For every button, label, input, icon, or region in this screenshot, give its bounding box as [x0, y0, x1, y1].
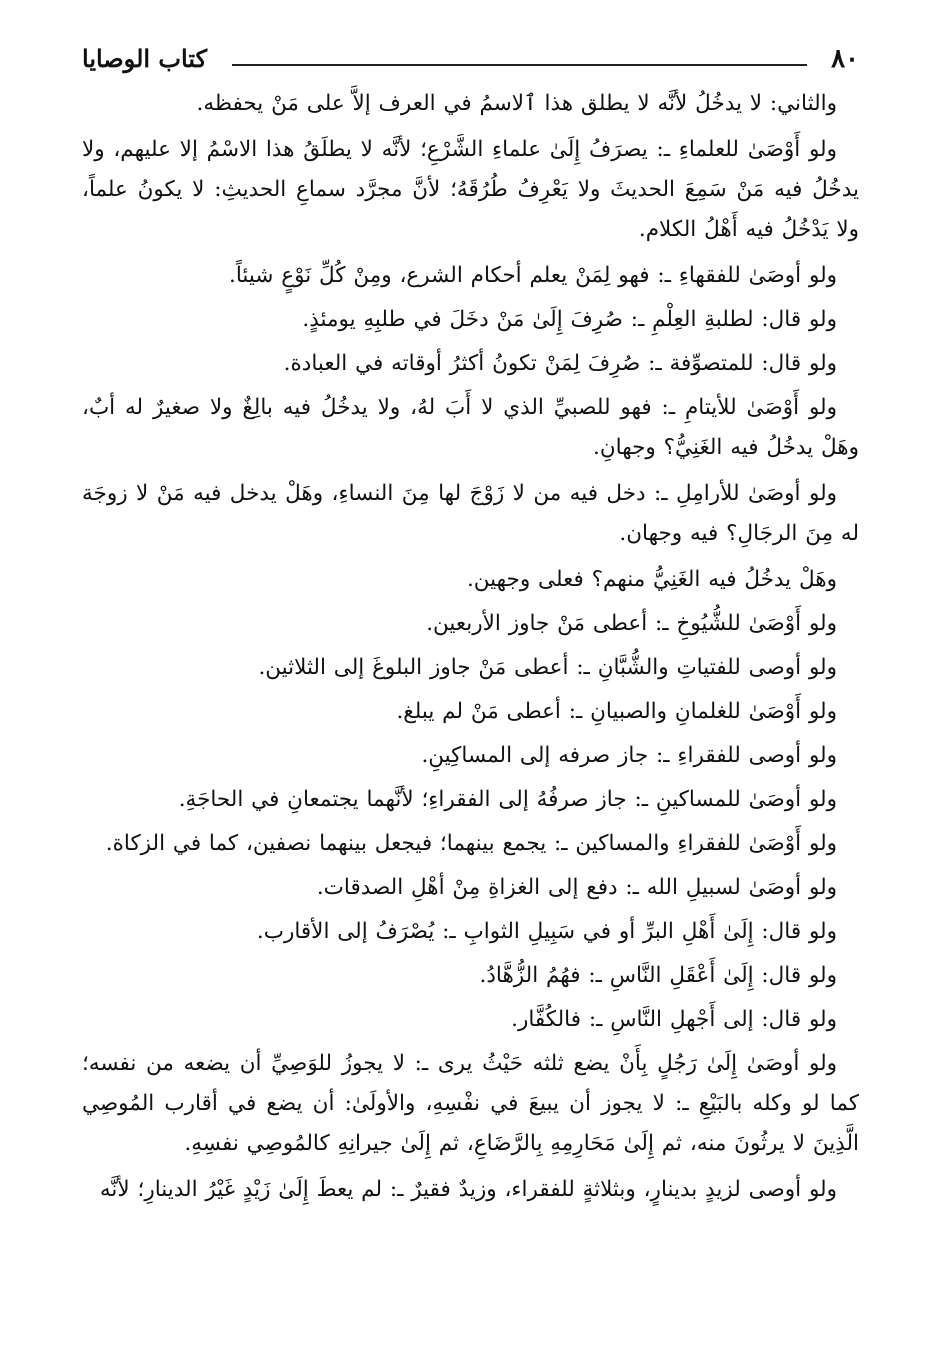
paragraph: ولو أَوْصَىٰ للأيتامِ ـ: فهو للصبيِّ الذي لا أَبَ لهُ، ولا يدخُلُ فيه بالِغٌ ولا صغيرٌ له أبٌ، وهَلْ يدخُلُ فيه الغَنِيُّ؟ وجهانِ. — [82, 395, 859, 460]
paragraph: والثاني: لا يدخُلُ لأنَّه لا يطلق هذا ٱلاسمُ في العرف إلاَّ على مَنْ يحفظه. — [196, 91, 837, 116]
header-rule — [232, 64, 807, 66]
paragraph: ولو أَوْصَىٰ للفقراءِ والمساكين ـ: يجمع بينهما؛ فيجعل بينهما نصفين، كما في الزكاة. — [105, 831, 837, 856]
paragraph: ولو قال: إِلَىٰ أَعْقَلِ النَّاسِ ـ: فهُمُ الزُّهَّادُ. — [479, 963, 837, 988]
book-title: كتاب الوصايا — [82, 44, 207, 73]
paragraph: ولو قال: للمتصوِّفة ـ: صُرِفَ لِمَنْ تكونُ أكثرُ أوقاته في العبادة. — [283, 351, 837, 376]
paragraph: ولو أَوْصَىٰ للعلماءِ ـ: يصرَفُ إِلَىٰ علماءِ الشَّرْعِ؛ لأنَّه لا يطلَقُ هذا الاسْمُ إلا عليهم، ولا يدخُلُ فيه مَنْ سَمِعَ الحديثَ ولا يَعْرِفُ طُرُقَهُ؛ لأنَّ مجرَّد سماعِ الحديثِ: لا يكونُ علماً، ولا يَدْخُلُ فيه أَهْلُ الكلام. — [82, 137, 859, 242]
paragraph: ولو أوصَىٰ للأرامِلِ ـ: دخل فيه من لا زَوْجَ لها مِنَ النساءِ، وهَلْ يدخل فيه مَنْ لا زوجَة له مِنَ الرجَالِ؟ فيه وجهان. — [82, 481, 859, 546]
paragraph: ولو أوصى لزيدٍ بدينارٍ، وبثلاثةٍ للفقراء، وزيدٌ فقيرٌ ـ: لم يعطَ إِلَىٰ زَيْدٍ غَيْرُ الدينارِ؛ لأنَّه — [99, 1177, 837, 1202]
paragraph: ولو قال: إِلَىٰ أَهْلِ البرِّ أو في سَبِيلِ الثوابِ ـ: يُصْرَفُ إلى الأقارب. — [256, 919, 837, 944]
paragraph: ولو أوصَىٰ للفقهاءِ ـ: فهو لِمَنْ يعلم أحكام الشرع، ومِنْ كُلِّ نَوْعٍ شيئاً. — [229, 263, 837, 288]
page-body — [82, 84, 859, 1210]
paragraph: ولو أوصى للفقراءِ ـ: جاز صرفه إلى المساكِينِ. — [421, 743, 837, 768]
paragraph: ولو أَوْصَىٰ للشُّيُوخِ ـ: أعطى مَنْ جاوز الأربعين. — [426, 611, 837, 636]
paragraph: ولو أوصَىٰ لسبيلِ الله ـ: دفع إلى الغزاةِ مِنْ أهْلِ الصدقات. — [316, 875, 837, 900]
paragraph: ولو قال: لطلبةِ العِلْمِ ـ: صُرِفَ إِلَىٰ مَنْ دخَلَ في طلبِهِ يومئذٍ. — [302, 307, 837, 332]
paragraph: ولو أوصَىٰ إِلَىٰ رَجُلٍ بِأَنْ يضع ثلثه حَيْثُ يرى ـ: لا يجوزُ للوَصِيِّ أن يضعه من نفسه؛ كما لو وكله بالبَيْعِ ـ: لا يجوز أن يبيعَ في نفْسِهِ، والأولَىٰ: أن يضع في أقارب المُوصِي الَّذِينَ لا يرثُونَ منه، ثم إِلَىٰ مَحَارِمِهِ بِالرَّضَاعِ، ثم إِلَىٰ جيرانِهِ كالمُوصِي نفسِهِ. — [82, 1051, 859, 1156]
paragraph: ولو أوصَىٰ للمساكينِ ـ: جاز صرفُهُ إلى الفقراءِ؛ لأنَّهما يجتمعانِ في الحاجَةِ. — [178, 787, 837, 812]
paragraph: ولو قال: إلى أَجْهلِ النَّاسِ ـ: فالكُفَّار. — [511, 1007, 837, 1032]
paragraph: ولو أوصى للفتياتِ والشُّبَّانِ ـ: أعطى مَنْ جاوز البلوغَ إلى الثلاثين. — [258, 655, 837, 680]
paragraph: وهَلْ يدخُلُ فيه الغَنِيُّ منهم؟ فعلى وجهين. — [466, 567, 837, 592]
paragraph: ولو أَوْصَىٰ للغلمانِ والصبيانِ ـ: أعطى مَنْ لم يبلغ. — [396, 699, 837, 724]
page-header — [82, 42, 859, 78]
page-number: ٨٠ — [831, 44, 859, 74]
